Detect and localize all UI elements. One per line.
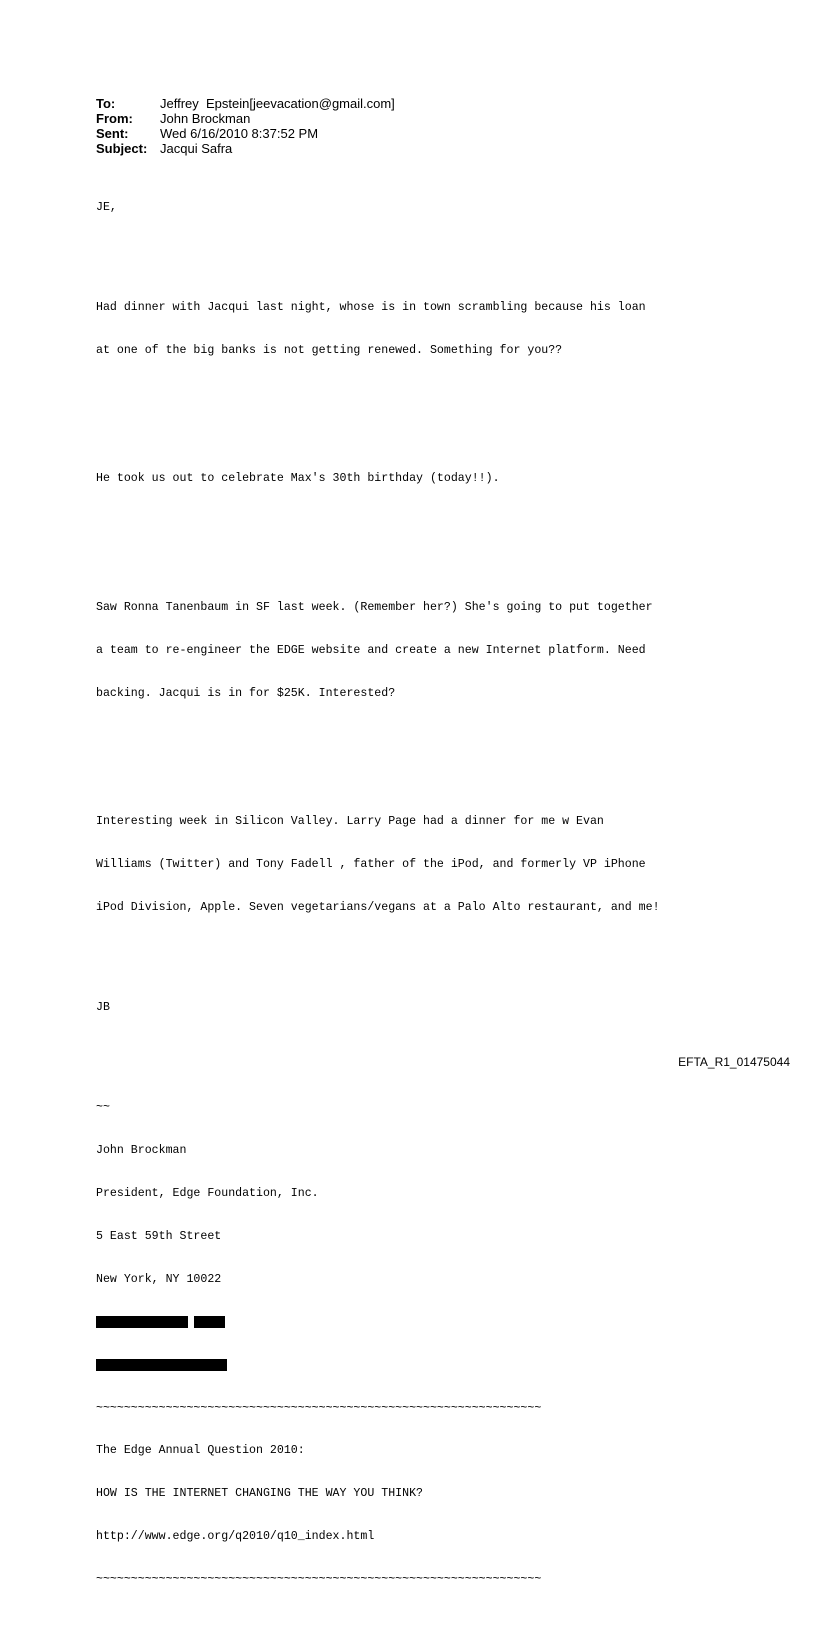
paragraph-line: He took us out to celebrate Max's 30th birthday (today!!). <box>96 472 500 486</box>
signature-city: New York, NY 10022 <box>96 1272 222 1286</box>
sent-row <box>96 126 395 141</box>
signature-street: 5 East 59th Street <box>96 1229 222 1243</box>
paragraph-line: backing. Jacqui is in for $25K. Interested? <box>96 686 396 700</box>
subject-label: Subject: <box>96 141 148 156</box>
to-row <box>96 96 395 111</box>
from-row <box>96 111 395 126</box>
sent-label: Sent: <box>96 126 129 141</box>
subject-value: Jacqui Safra <box>160 141 233 156</box>
paragraph-line: Had dinner with Jacqui last night, whose is in town scrambling because his loan <box>96 300 646 314</box>
paragraph-line: at one of the big banks is not getting renewed. Something for you?? <box>96 343 563 357</box>
signature-block <box>96 1073 660 1616</box>
question-text: HOW IS THE INTERNET CHANGING THE WAY YOU THINK? <box>96 1487 423 1501</box>
paragraph-line: a team to re-engineer the EDGE website and create a new Internet platform. Need <box>96 643 646 657</box>
paragraph-line: Williams (Twitter) and Tony Fadell , father of the iPod, and formerly VP iPhone <box>96 858 646 872</box>
to-value: Jeffrey Epstein[jeevacation@gmail.com] <box>160 96 395 111</box>
redaction-bar <box>96 1316 188 1328</box>
sent-value: Wed 6/16/2010 8:37:52 PM <box>160 126 319 141</box>
to-label: To: <box>96 96 116 111</box>
from-label: From: <box>96 111 133 126</box>
document-id: EFTA_R1_01475044 <box>678 1055 790 1069</box>
signature-tilde: ~~ <box>96 1101 110 1115</box>
subject-row <box>96 141 395 156</box>
redacted-line-2 <box>96 1359 660 1373</box>
paragraph-2 <box>96 444 660 515</box>
signature-name: John Brockman <box>96 1144 187 1158</box>
paragraph-1 <box>96 272 660 386</box>
signature-title: President, Edge Foundation, Inc. <box>96 1187 319 1201</box>
greeting: JE, <box>96 200 117 214</box>
redacted-line-1 <box>96 1316 660 1330</box>
divider-bottom: ~~~~~~~~~~~~~~~~~~~~~~~~~~~~~~~~~~~~~~~~~~~~~~~~~~~~~~~~~~~~~~~~ <box>96 1573 542 1587</box>
paragraph-line: Interesting week in Silicon Valley. Larry Page had a dinner for me w Evan <box>96 815 604 829</box>
email-header <box>96 96 395 156</box>
paragraph-line: Saw Ronna Tanenbaum in SF last week. (Remember her?) She's going to put together <box>96 600 653 614</box>
question-url: http://www.edge.org/q2010/q10_index.html <box>96 1530 375 1544</box>
paragraph-3 <box>96 572 660 729</box>
email-body <box>96 172 660 1630</box>
signoff: JB <box>96 1001 110 1015</box>
redaction-bar <box>194 1316 225 1328</box>
redaction-bar <box>96 1359 227 1371</box>
paragraph-line: iPod Division, Apple. Seven vegetarians/vegans at a Palo Alto restaurant, and me! <box>96 901 660 915</box>
paragraph-4 <box>96 787 660 944</box>
divider-top: ~~~~~~~~~~~~~~~~~~~~~~~~~~~~~~~~~~~~~~~~~~~~~~~~~~~~~~~~~~~~~~~~ <box>96 1401 542 1415</box>
question-label: The Edge Annual Question 2010: <box>96 1444 305 1458</box>
from-value: John Brockman <box>160 111 251 126</box>
